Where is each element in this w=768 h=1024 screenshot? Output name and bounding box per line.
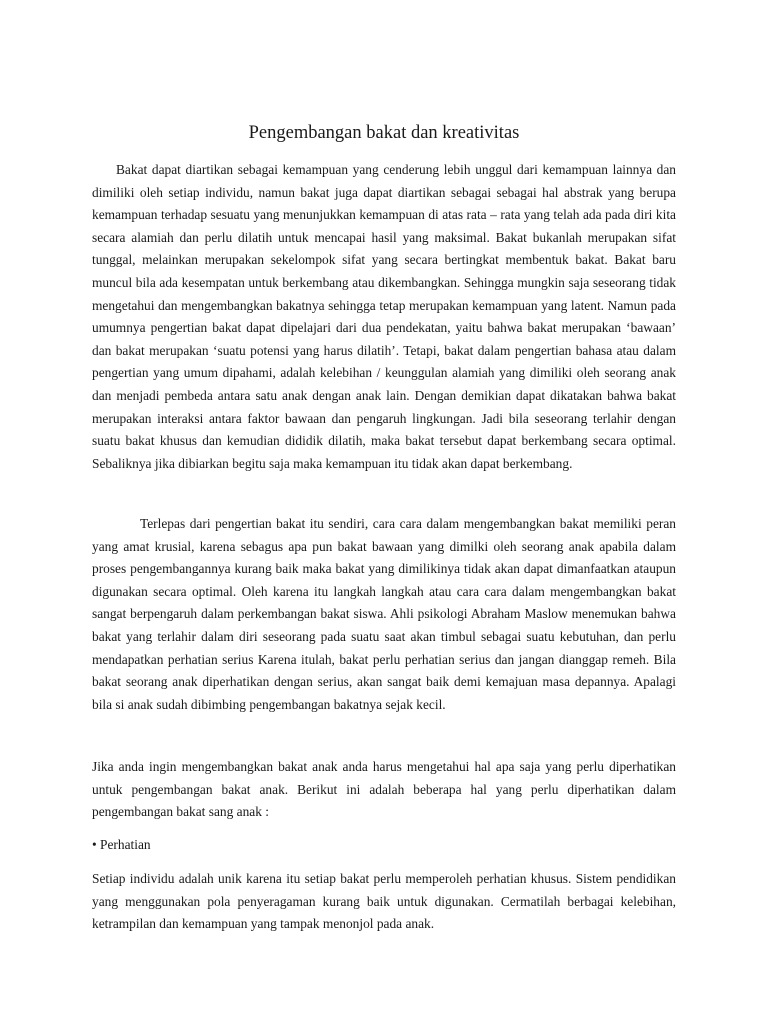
bullet-item-perhatian: • Perhatian (92, 837, 151, 852)
paragraph-1: Bakat dapat diartikan sebagai kemampuan yang cenderung lebih unggul dari kemampuan lainnya dan dimiliki oleh setiap individu, namun bakat juga dapat diartikan sebagai sebagai hal abstrak yang berupa kemampuan terhadap sesuatu yang menunjukkan kemampuan di atas rata – rata yang telah ada pada diri kita secara alamiah dan perlu dilatih untuk mencapai hasil yang maksimal. Bakat bukanlah merupakan sifat tunggal, melainkan merupakan sekelompok sifat yang secara bertingkat membentuk bakat. Bakat baru muncul bila ada kesempatan untuk berkembang atau dikembangkan. Sehingga mungkin saja seseorang tidak mengetahui dan mengembangkan bakatnya sehingga tetap merupakan kemampuan yang latent. Namun pada umumnya pengertian bakat dapat dipelajari dari dua pendekatan, yaitu bahwa bakat merupakan ‘bawaan’ dan bakat merupakan ‘suatu potensi yang harus dilatih’. Tetapi, bakat dalam pengertian bahasa atau dalam pengertian yang umum dipahami, adalah kelebihan / keunggulan alamiah yang dimiliki oleh seorang anak dan menjadi pembeda antara satu anak dengan anak lain. Dengan demikian dapat dikatakan bahwa bakat merupakan interaksi antara faktor bawaan dan pengaruh lingkungan. Jadi bila seseorang terlahir dengan suatu bakat khusus dan kemudian dididik dilatih, maka bakat tersebut dapat berkembang secara optimal. Sebaliknya jika dibiarkan begitu saja maka kemampuan itu tidak akan dapat berkembang. (92, 162, 676, 471)
document-title: Pengembangan bakat dan kreativitas (248, 123, 520, 143)
bullet-paragraph: Setiap individu adalah unik karena itu setiap bakat perlu memperoleh perhatian khusus. Sistem pendidikan yang menggunakan pola penyeragaman kurang baik untuk digunakan. Cermatilah berbagai kelebihan, ketrampilan dan kemampuan yang tampak menonjol pada anak. (92, 871, 676, 932)
paragraph-2: Terlepas dari pengertian bakat itu sendiri, cara cara dalam mengembangkan bakat memiliki peran yang amat krusial, karena sebagus apa pun bakat bawaan yang dimilki oleh seorang anak apabila dalam proses pengembangannya kurang baik maka bakat yang dimilikinya tidak akan dapat dimanfaatkan ataupun digunakan secara optimal. Oleh karena itu langkah langkah atau cara cara dalam mengembangkan bakat sangat berpengaruh dalam perkembangan bakat siswa. Ahli psikologi Abraham Maslow menemukan bahwa bakat yang terlahir dalam diri seseorang pada suatu saat akan timbul sebagai suatu kebutuhan, dan perlu mendapatkan perhatian serius Karena itulah, bakat perlu perhatian serius dan jangan dianggap remeh. Bila bakat seorang anak diperhatikan dengan serius, akan sangat baik demi kemajuan masa depannya. Apalagi bila si anak sudah dibimbing pengembangan bakatnya sejak kecil. (92, 516, 676, 712)
paragraph-3: Jika anda ingin mengembangkan bakat anak anda harus mengetahui hal apa saja yang perlu diperhatikan untuk pengembangan bakat anak. Berikut ini adalah beberapa hal yang perlu diperhatikan dalam pengembangan bakat sang anak : (92, 759, 676, 820)
